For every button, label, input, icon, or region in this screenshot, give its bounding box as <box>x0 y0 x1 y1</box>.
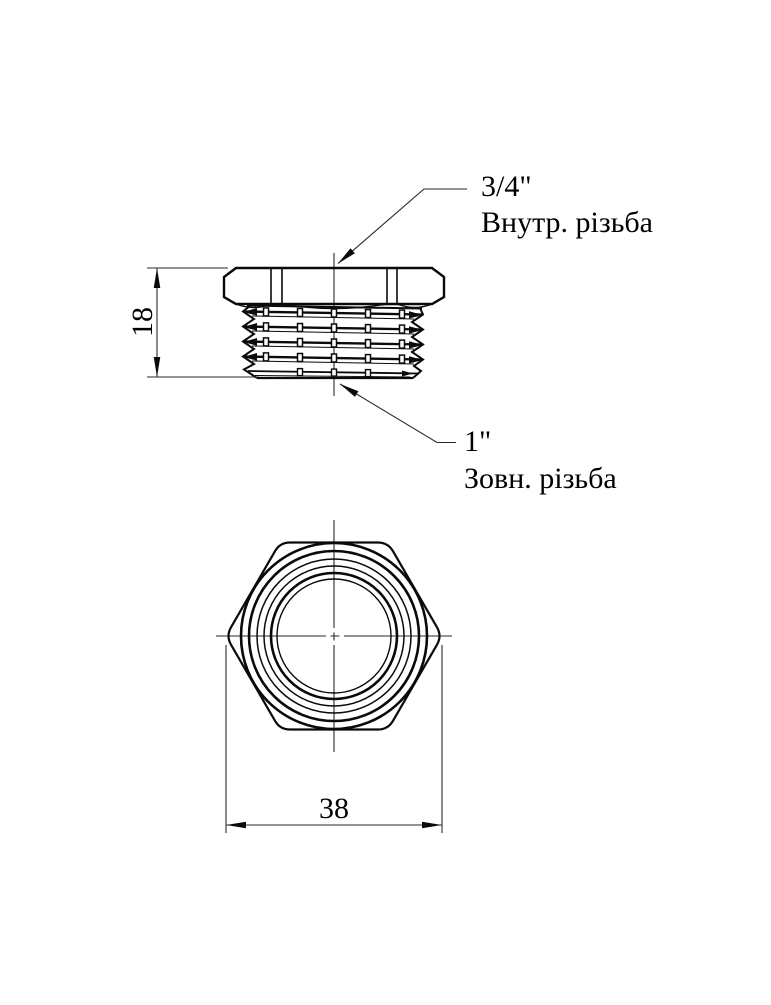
bottom-thread-type-label: Зовн. різьба <box>464 462 617 495</box>
height-dimension-label: 18 <box>126 307 159 337</box>
top-thread-size-label: 3/4" <box>481 170 532 203</box>
external-thread <box>243 306 423 379</box>
front-view <box>216 520 452 833</box>
leader-line-top <box>338 189 467 264</box>
top-thread-type-label: Внутр. різьба <box>481 206 653 239</box>
leader-line-bottom <box>340 384 456 443</box>
height-dimension <box>126 268 259 377</box>
bottom-thread-leader <box>340 384 617 495</box>
side-view <box>126 170 653 495</box>
top-thread-leader <box>338 170 653 264</box>
bottom-thread-size-label: 1" <box>464 425 492 458</box>
width-dimension-label: 38 <box>319 792 349 825</box>
